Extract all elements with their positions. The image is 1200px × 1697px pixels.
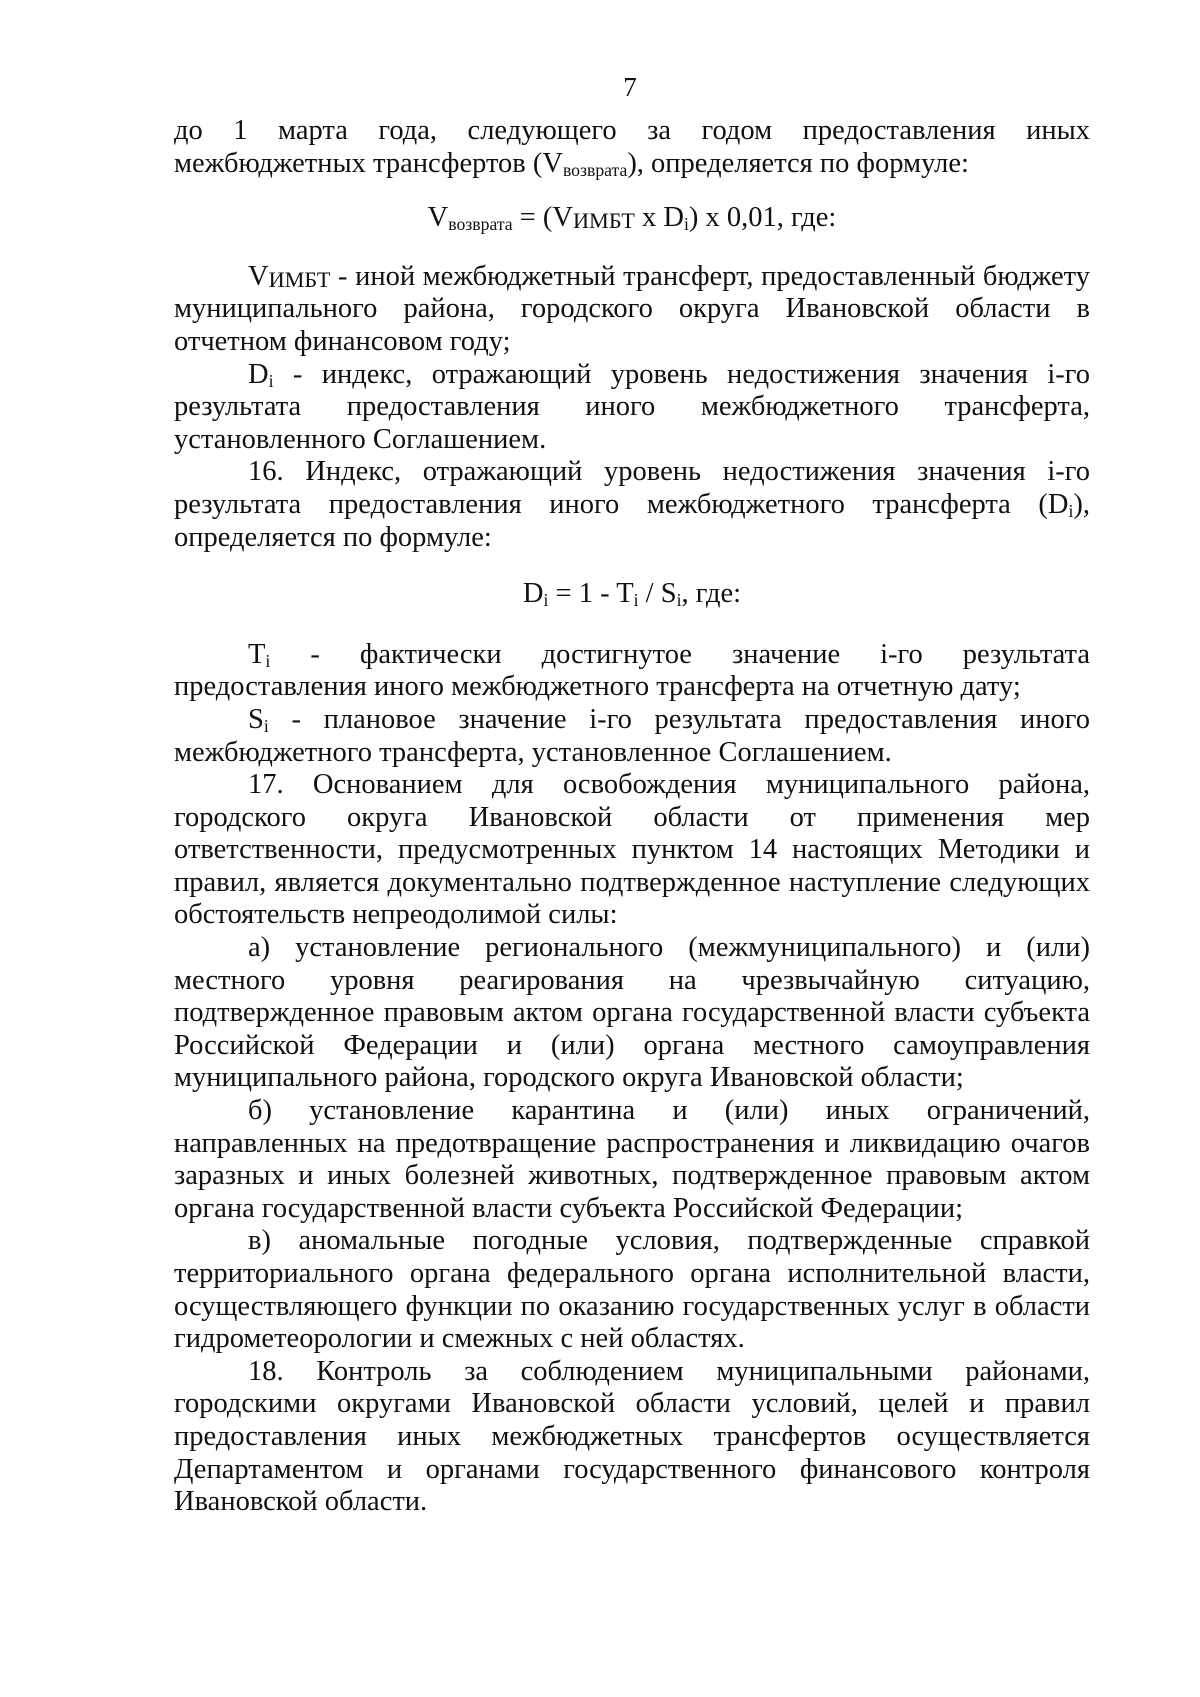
formula-symbol: D	[522, 578, 544, 610]
definition-text: - фактически достигнутое значение i-го результата предоставления иного межбюджетного трансферта на отчетную дату;	[174, 638, 1090, 703]
definition-ti	[174, 639, 1090, 704]
definition-vimbt	[174, 261, 1090, 359]
subscript: ИМБТ	[268, 267, 331, 292]
formula-part: ) x 0,01, где:	[688, 202, 837, 234]
formula-symbol: T	[248, 638, 266, 670]
formula-index	[174, 578, 1090, 611]
subscript: i	[543, 590, 549, 610]
paragraph-intro	[174, 115, 1090, 180]
paragraph-text: 16. Индекс, отражающий уровень недостижения значения i-го результата предоставления иного межбюджетного трансферта (D	[174, 456, 1090, 520]
formula-symbol: V	[248, 260, 269, 292]
intro-text: до 1 марта года, следующего за годом предоставления иных межбюджетных трансфертов (V	[174, 115, 1090, 179]
subscript: i	[633, 590, 639, 610]
paragraph-17-b: б) установление карантина и (или) иных ограничений, направленных на предотвращение распространения и ликвидацию очагов заразных и иных болезней животных, подтвержденное правовым актом органа государственной власти субъекта Российской Федерации;	[174, 1095, 1090, 1224]
subscript: i	[683, 214, 689, 235]
paragraph-18: 18. Контроль за соблюдением муниципальными районами, городскими округами Ивановской области условий, целей и правил предоставления иных межбюджетных трансфертов осуществляется Департаментом и органами государственного финансового контроля Ивановской области.	[174, 1355, 1090, 1518]
subscript: возврата	[448, 214, 513, 235]
subscript: возврата	[562, 159, 628, 180]
formula-symbol: V	[427, 202, 449, 234]
formula-symbol: D	[248, 358, 269, 390]
intro-text-end: ), определяется по формуле:	[627, 147, 969, 179]
paragraph-16	[174, 456, 1090, 554]
formula-symbol: S	[248, 703, 264, 735]
paragraph-17-a: а) установление регионального (межмуниципального) и (или) местного уровня реагирования на чрезвычайную ситуацию, подтвержденное правовым актом органа государственной власти субъекта Российской Федерации и (или) органа местного самоуправления муниципального района, городского округа Ивановской области;	[174, 932, 1090, 1094]
definition-text: - иной межбюджетный трансферт, предоставленный бюджету муниципального района, городского округа Ивановской области в отчетном финансовом году;	[174, 260, 1090, 357]
definition-text: - индекс, отражающий уровень недостижения значения i-го результата предоставления иного межбюджетного трансферта, установленного Соглашением.	[174, 358, 1090, 455]
subscript: i	[265, 650, 271, 671]
subscript: i	[1068, 500, 1074, 521]
formula-part: = 1 - T	[548, 578, 634, 610]
formula-return-volume	[174, 202, 1090, 235]
definition-text: - плановое значение i-го результата предоставления иного межбюджетного трансферта, установленное Соглашением.	[174, 703, 1090, 768]
formula-part: = (V	[512, 202, 574, 234]
paragraph-17-v: в) аномальные погодные условия, подтвержденные справкой территориального органа федерального органа исполнительной власти, осуществляющего функции по оказанию государственных услуг в области гидрометеорологии и смежных с ней областях.	[174, 1225, 1090, 1355]
subscript: ИМБТ	[573, 208, 635, 234]
page-number: 7	[623, 72, 637, 102]
document-body	[174, 115, 1090, 1519]
formula-part: / S	[638, 578, 677, 610]
paragraph-text-end: ), определяется по формуле:	[174, 488, 1090, 553]
subscript: i	[268, 370, 274, 391]
paragraph-17: 17. Основанием для освобождения муниципального района, городского округа Ивановской области от применения мер ответственности, предусмотренных пунктом 14 настоящих Методики и правил, является документально подтвержденное наступление следующих обстоятельств непреодолимой силы:	[174, 769, 1090, 931]
subscript: i	[676, 590, 682, 610]
definition-si	[174, 704, 1090, 769]
formula-part: x D	[634, 202, 684, 234]
formula-part: , где:	[681, 578, 742, 610]
subscript: i	[263, 715, 269, 736]
definition-di	[174, 359, 1090, 457]
